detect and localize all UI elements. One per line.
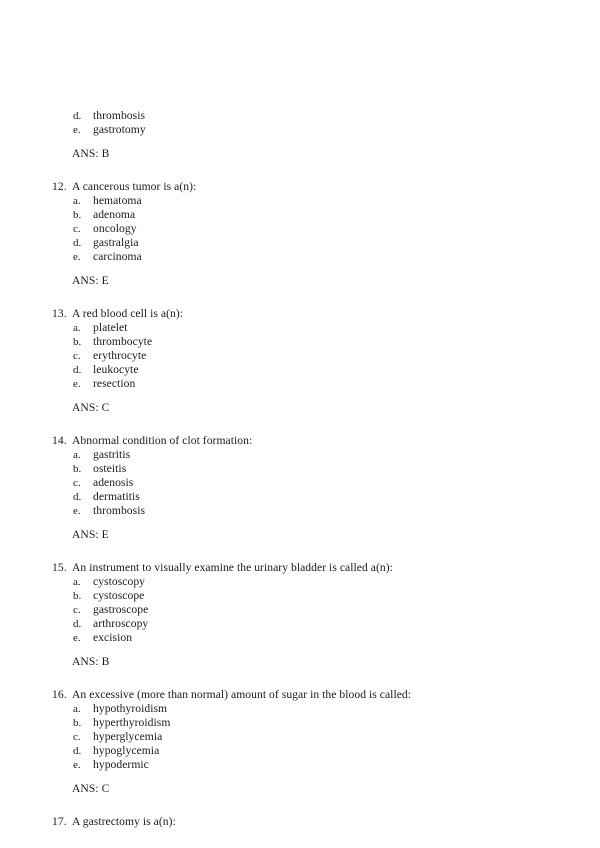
spacer [0, 264, 600, 274]
answer-line: ANS: C [72, 401, 110, 414]
option-letter: c. [73, 731, 81, 743]
continued-question-block [0, 109, 600, 161]
answer-line: ANS: C [72, 782, 110, 795]
question-number: 14. [52, 434, 67, 447]
option-text: excision [93, 631, 133, 644]
option-row [0, 462, 600, 476]
block-spacer [0, 288, 600, 307]
option-letter: d. [73, 491, 82, 503]
option-text: hematoma [93, 194, 142, 207]
option-text: gastrotomy [93, 123, 146, 136]
question-block-17 [0, 815, 600, 829]
option-letter: e. [73, 124, 81, 136]
option-letter: c. [73, 350, 81, 362]
question-block-16 [0, 688, 600, 796]
question-text: A gastrectomy is a(n): [72, 815, 176, 828]
option-letter: a. [73, 703, 81, 715]
option-letter: b. [73, 463, 82, 475]
option-letter: c. [73, 223, 81, 235]
block-spacer [0, 796, 600, 815]
option-text: hyperglycemia [93, 730, 163, 743]
option-row [0, 702, 600, 716]
option-row [0, 377, 600, 391]
question-heading [0, 815, 600, 829]
block-spacer [0, 161, 600, 180]
option-row [0, 744, 600, 758]
option-row [0, 250, 600, 264]
option-text: thrombosis [93, 109, 146, 122]
question-heading [0, 180, 600, 194]
option-row [0, 603, 600, 617]
question-heading [0, 688, 600, 702]
option-letter: d. [73, 618, 82, 630]
option-letter: c. [73, 604, 81, 616]
option-text: hypoglycemia [93, 744, 160, 757]
option-row [0, 504, 600, 518]
option-row [0, 631, 600, 645]
question-text: An instrument to visually examine the urinary bladder is called a(n): [72, 561, 393, 574]
option-letter: a. [73, 195, 81, 207]
option-letter: e. [73, 759, 81, 771]
option-letter: d. [73, 237, 82, 249]
option-text: hypothyroidism [93, 702, 168, 715]
option-row [0, 236, 600, 250]
option-row [0, 208, 600, 222]
option-letter: e. [73, 378, 81, 390]
option-row [0, 490, 600, 504]
option-row [0, 476, 600, 490]
option-text: gastritis [93, 448, 131, 461]
option-text: thrombocyte [93, 335, 153, 348]
option-row [0, 716, 600, 730]
option-letter: c. [73, 477, 81, 489]
block-spacer [0, 669, 600, 688]
answer-line: ANS: B [72, 655, 110, 668]
option-text: cystoscope [93, 589, 145, 602]
option-letter: e. [73, 632, 81, 644]
option-row [0, 335, 600, 349]
option-text: adenosis [93, 476, 134, 489]
question-number: 15. [52, 561, 67, 574]
spacer [0, 772, 600, 782]
option-row [0, 758, 600, 772]
option-text: thrombosis [93, 504, 146, 517]
option-letter: e. [73, 251, 81, 263]
option-row [0, 349, 600, 363]
question-heading [0, 561, 600, 575]
question-number: 16. [52, 688, 67, 701]
option-text: adenoma [93, 208, 136, 221]
answer-line: ANS: B [72, 147, 110, 160]
spacer [0, 137, 600, 147]
option-text: hyperthyroidism [93, 716, 171, 729]
option-letter: a. [73, 322, 81, 334]
question-heading [0, 434, 600, 448]
question-heading [0, 307, 600, 321]
question-block-14 [0, 434, 600, 542]
question-text: An excessive (more than normal) amount of sugar in the blood is called: [72, 688, 412, 701]
option-row [0, 589, 600, 603]
option-letter: d. [73, 364, 82, 376]
option-text: gastroscope [93, 603, 149, 616]
option-letter: a. [73, 449, 81, 461]
option-text: dermatitis [93, 490, 140, 503]
option-row [0, 194, 600, 208]
option-letter: b. [73, 590, 82, 602]
option-row [0, 363, 600, 377]
question-text: A cancerous tumor is a(n): [72, 180, 197, 193]
block-spacer [0, 542, 600, 561]
option-text: cystoscopy [93, 575, 146, 588]
option-text: erythrocyte [93, 349, 147, 362]
question-number: 12. [52, 180, 67, 193]
option-row [0, 575, 600, 589]
option-row [0, 123, 600, 137]
question-number: 17. [52, 815, 67, 828]
option-text: leukocyte [93, 363, 139, 376]
question-number: 13. [52, 307, 67, 320]
option-letter: d. [73, 110, 82, 122]
option-text: osteitis [93, 462, 127, 475]
question-text: Abnormal condition of clot formation: [72, 434, 253, 447]
option-row [0, 448, 600, 462]
option-letter: b. [73, 717, 82, 729]
question-block-15 [0, 561, 600, 669]
question-block-12 [0, 180, 600, 288]
option-text: arthroscopy [93, 617, 149, 630]
spacer [0, 518, 600, 528]
option-row [0, 730, 600, 744]
option-letter: b. [73, 336, 82, 348]
answer-line: ANS: E [72, 274, 109, 287]
question-text: A red blood cell is a(n): [72, 307, 184, 320]
option-letter: b. [73, 209, 82, 221]
option-text: resection [93, 377, 136, 390]
option-text: hypodermic [93, 758, 149, 771]
option-row [0, 222, 600, 236]
option-letter: e. [73, 505, 81, 517]
spacer [0, 391, 600, 401]
option-letter: a. [73, 576, 81, 588]
option-row [0, 617, 600, 631]
spacer [0, 645, 600, 655]
option-text: gastralgia [93, 236, 139, 249]
option-row [0, 321, 600, 335]
page-content [0, 109, 600, 829]
question-block-13 [0, 307, 600, 415]
option-text: platelet [93, 321, 128, 334]
option-text: carcinoma [93, 250, 142, 263]
block-spacer [0, 415, 600, 434]
option-row [0, 109, 600, 123]
option-text: oncology [93, 222, 137, 235]
answer-line: ANS: E [72, 528, 109, 541]
option-letter: d. [73, 745, 82, 757]
